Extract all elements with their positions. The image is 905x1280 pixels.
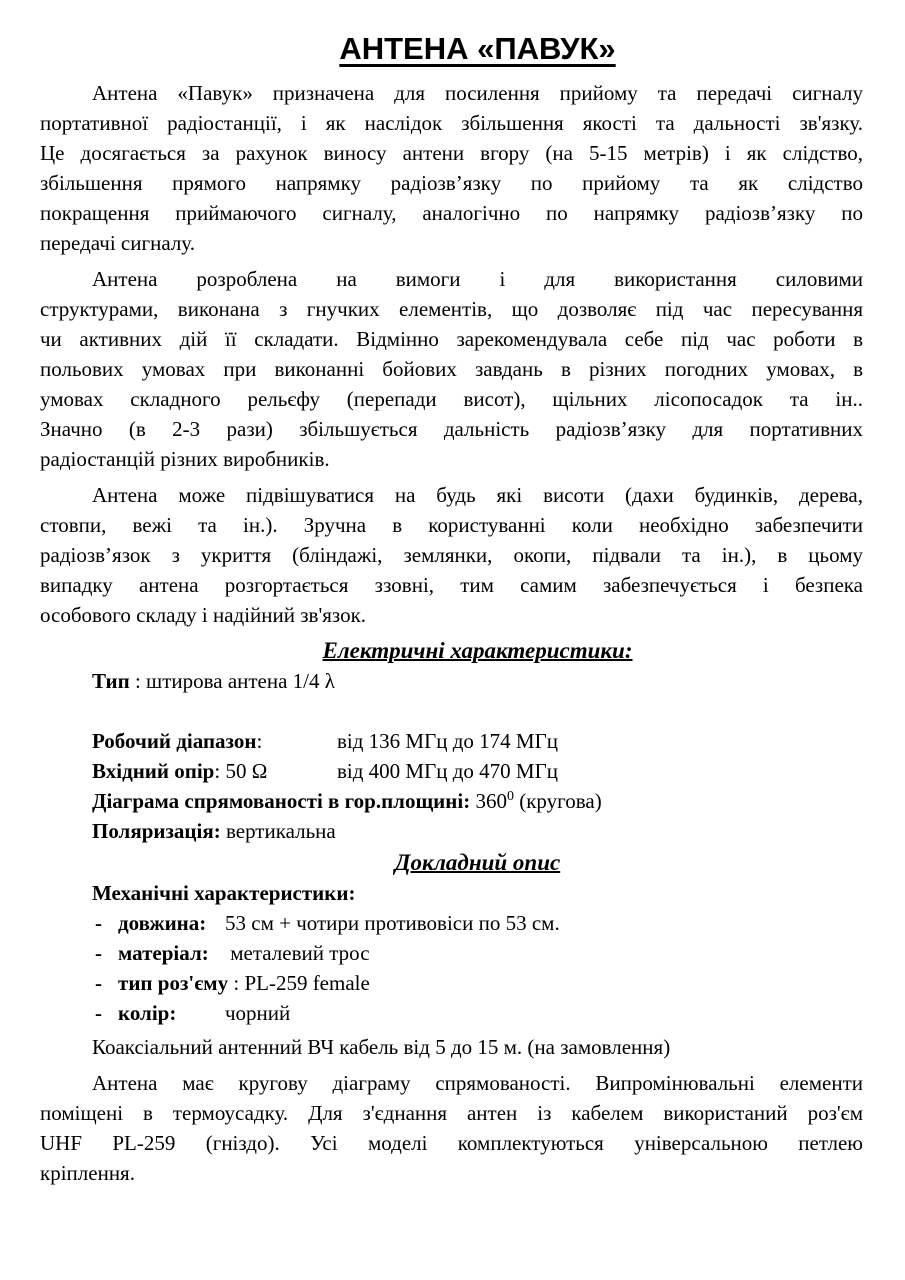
spec-polarization [40,816,863,846]
spec-pattern-suffix: (кругова) [513,789,602,813]
mech-item-color [40,998,863,1028]
text-line: Це досягається за рахунок виносу антени вгору (на 5-15 метрів) і як слідство, [40,141,863,165]
text-line: стовпи, вежі та ін.). Зручна в користуванні коли необхідно забезпечити [40,513,863,537]
text-line: UHF PL-259 (гніздо). Усі моделі комплектуються універсальною петлею [40,1131,863,1155]
text-line: Антена має кругову діаграму спрямованості. Випромінювальні елементи [92,1071,863,1095]
text-line: передачі сигналу. [40,231,195,255]
spec-pattern-label: Діаграма спрямованості в гор.площині: [92,789,471,813]
mech-item-length [40,908,863,938]
text-line: Значно (в 2-3 рази) збільшується дальність радіозв’язку для портативних [40,417,863,441]
spec-impedance-label: Вхідний опір [92,759,215,783]
text-line: Антена розроблена на вимоги і для використання силовими [92,267,863,291]
cable-note: Коаксіальний антенний ВЧ кабель від 5 до 15 м. (на замовлення) [92,1035,671,1059]
spec-range [40,726,863,756]
text-line: радіозв’язок з укриття (бліндажі, землянки, окопи, підвали та ін.), в цьому [40,543,863,567]
spec-range-value-2: від 400 МГц до 470 МГц [337,759,558,783]
spec-type-label: Тип [92,669,130,693]
spec-type [40,666,863,696]
text-line: Антена може підвішуватися на будь які висоти (дахи будинків, дерева, [92,483,863,507]
electrical-heading: Електричні характеристики: [322,638,633,663]
mech-item-material [40,938,863,968]
text-line: кріплення. [40,1161,135,1185]
spec-impedance-value: : 50 Ω [214,759,268,783]
spec-range-colon: : [256,729,263,753]
mech-item-value: чорний [225,1001,291,1025]
dash-bullet: - [95,911,102,935]
text-line: структурами, виконана з гнучких елементів, що дозволяє під час пересування [40,297,863,321]
text-line: портативної радіостанції, і як наслідок збільшення якості та дальності зв'язку. [40,111,863,135]
mech-item-label: тип роз'єму [118,971,229,995]
text-line: чи активних дій її складати. Відмінно зарекомендувала себе під час роботи в [40,327,863,351]
mechanical-heading: Механічні характеристики: [92,881,356,905]
spec-range-label: Робочий діапазон [92,729,257,753]
dash-bullet: - [95,1001,102,1025]
spec-pattern-value: 360 [470,789,507,813]
spec-impedance [40,756,863,786]
spec-polarization-value: вертикальна [220,819,336,843]
mech-item-label: довжина: [118,911,207,935]
capabilities-paragraph [40,264,863,474]
dash-bullet: - [95,941,102,965]
page-title: АНТЕНА «ПАВУК» [339,31,616,66]
text-line: польових умовах при виконанні бойових завдань в різних погодних умовах, в [40,357,863,381]
mech-item-label: колір: [118,1001,177,1025]
spec-pattern [40,786,863,816]
detailed-heading: Докладний опис [394,850,561,875]
text-line: радіостанцій різних виробників. [40,447,330,471]
intro-paragraph [40,78,863,258]
mech-item-value: 53 см + чотири противовіси по 53 см. [225,911,560,935]
spec-range-value-1: від 136 МГц до 174 МГц [337,729,558,753]
mounting-paragraph [40,480,863,630]
text-line: Антена «Павук» призначена для посилення прийому та передачі сигналу [92,81,863,105]
closing-paragraph [40,1068,863,1188]
mech-item-label: матеріал: [118,941,209,965]
dash-bullet: - [95,971,102,995]
text-line: поміщені в термоусадку. Для з'єднання антен із кабелем використаний роз'єм [40,1101,863,1125]
text-line: умовах складного рельєфу (перепади висот), щільних лісопосадок та ін.. [40,387,863,411]
mech-item-value: металевий трос [225,941,370,965]
text-line: покращення приймаючого сигналу, аналогічно по напрямку радіозв’язку по [40,201,863,225]
mech-item-value: : PL-259 female [228,971,370,995]
text-line: особового складу і надійний зв'язок. [40,603,367,627]
spec-pattern-superscript: 0 [506,789,514,804]
spec-type-value: : штирова антена 1/4 λ [129,669,335,693]
text-line: збільшення прямого напрямку радіозв’язку по прийому та як слідство [40,171,863,195]
mech-item-connector [40,968,863,998]
spec-polarization-label: Поляризація: [92,819,221,843]
text-line: випадку антена розгортається ззовні, тим самим забезпечується і безпека [40,573,863,597]
